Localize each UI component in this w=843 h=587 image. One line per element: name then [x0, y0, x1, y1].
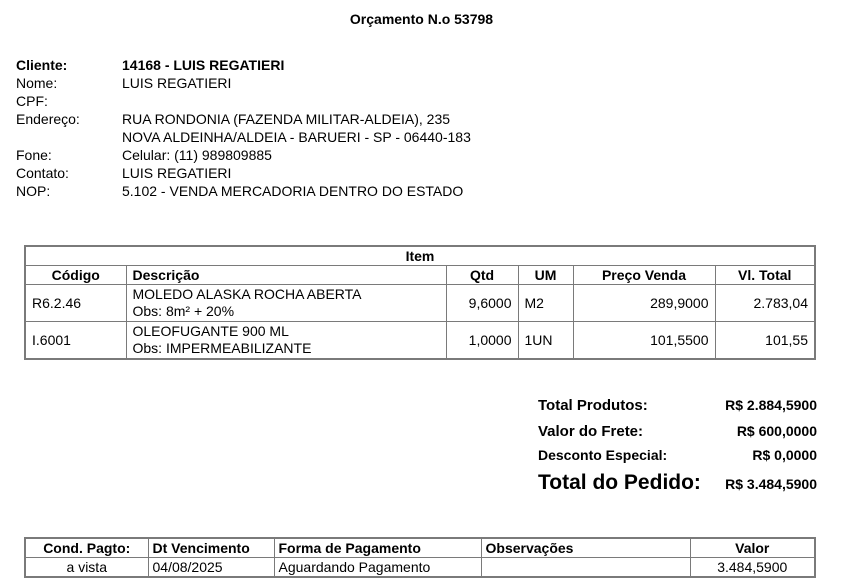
total-produtos-value: R$ 2.884,5900: [725, 397, 817, 413]
item-preco: 289,9000: [573, 285, 715, 322]
col-codigo: Código: [25, 266, 126, 285]
client-row-cpf: [16, 92, 471, 110]
desconto-value: R$ 0,0000: [752, 447, 817, 463]
table-row: [25, 285, 815, 322]
item-total: 2.783,04: [715, 285, 815, 322]
item-obs: Obs: 8m² + 20%: [132, 303, 235, 319]
endereco-2-value: NOVA ALDEINHA/ALDEIA - BARUERI - SP - 06440-183: [122, 129, 471, 145]
item-preco: 101,5500: [573, 322, 715, 360]
client-row-cliente: [16, 56, 471, 74]
col-valor: Valor: [690, 538, 815, 558]
nome-value: LUIS REGATIERI: [122, 75, 232, 91]
endereco-label: Endereço:: [16, 111, 80, 127]
client-row-nop: [16, 182, 471, 200]
col-total: Vl. Total: [715, 266, 815, 285]
col-qtd: Qtd: [446, 266, 518, 285]
items-caption: Item: [25, 246, 815, 266]
col-um: UM: [518, 266, 573, 285]
table-row: [25, 558, 815, 578]
client-row-contato: [16, 164, 471, 182]
client-row-endereco: [16, 110, 471, 128]
item-descricao-text: OLEOFUGANTE 900 ML: [132, 323, 289, 339]
table-row: [25, 322, 815, 360]
item-obs: Obs: IMPERMEABILIZANTE: [132, 340, 312, 356]
totals-summary: [538, 397, 817, 495]
col-preco: Preço Venda: [573, 266, 715, 285]
valor-frete-label: Valor do Frete:: [538, 423, 644, 440]
item-descricao-text: MOLEDO ALASKA ROCHA ABERTA: [132, 286, 362, 302]
col-forma-pagamento: Forma de Pagamento: [274, 538, 481, 558]
item-um: 1UN: [518, 322, 573, 360]
item-um: M2: [518, 285, 573, 322]
items-header-row: [25, 266, 815, 285]
pay-forma: Aguardando Pagamento: [274, 558, 481, 578]
payment-table: [24, 537, 816, 578]
client-value: 14168 - LUIS REGATIERI: [122, 57, 285, 73]
col-dt-vencimento: Dt Vencimento: [148, 538, 274, 558]
total-produtos-row: [538, 397, 817, 423]
pay-vencimento: 04/08/2025: [148, 558, 274, 578]
payment-header-row: [25, 538, 815, 558]
client-info: [16, 56, 471, 200]
item-total: 101,55: [715, 322, 815, 360]
pay-obs: [481, 558, 690, 578]
pay-valor: 3.484,5900: [690, 558, 815, 578]
items-table: [24, 245, 816, 360]
item-codigo: I.6001: [25, 322, 126, 360]
quote-title: Orçamento N.o 53798: [349, 11, 494, 27]
total-produtos-label: Total Produtos:: [538, 397, 648, 414]
fone-value: Celular: (11) 989809885: [122, 147, 272, 163]
total-pedido-label: Total do Pedido:: [538, 471, 701, 494]
item-descricao: [126, 322, 446, 360]
contato-label: Contato:: [16, 165, 69, 181]
desconto-label: Desconto Especial:: [538, 447, 668, 463]
valor-frete-value: R$ 600,0000: [736, 423, 817, 439]
client-row-fone: [16, 146, 471, 164]
item-codigo: R6.2.46: [25, 285, 126, 322]
item-descricao: [126, 285, 446, 322]
nop-label: NOP:: [16, 183, 51, 199]
col-observacoes: Observações: [481, 538, 690, 558]
endereco-value: RUA RONDONIA (FAZENDA MILITAR-ALDEIA), 235: [122, 111, 451, 127]
client-label: Cliente:: [16, 57, 68, 73]
total-pedido-row: [538, 471, 817, 495]
item-qtd: 1,0000: [446, 322, 518, 360]
fone-label: Fone:: [16, 147, 52, 163]
endereco-2-label: [16, 128, 122, 146]
contato-value: LUIS REGATIERI: [122, 165, 232, 181]
desconto-row: [538, 447, 817, 471]
cpf-label: CPF:: [16, 93, 48, 109]
client-row-endereco-2: [16, 128, 471, 146]
col-cond-pagto: Cond. Pagto:: [25, 538, 148, 558]
pay-cond: a vista: [25, 558, 148, 578]
total-pedido-value: R$ 3.484,5900: [725, 476, 817, 492]
valor-frete-row: [538, 423, 817, 447]
col-descricao: Descrição: [126, 266, 446, 285]
item-qtd: 9,6000: [446, 285, 518, 322]
nome-label: Nome:: [16, 75, 58, 91]
client-row-nome: [16, 74, 471, 92]
nop-value: 5.102 - VENDA MERCADORIA DENTRO DO ESTADO: [122, 183, 464, 199]
